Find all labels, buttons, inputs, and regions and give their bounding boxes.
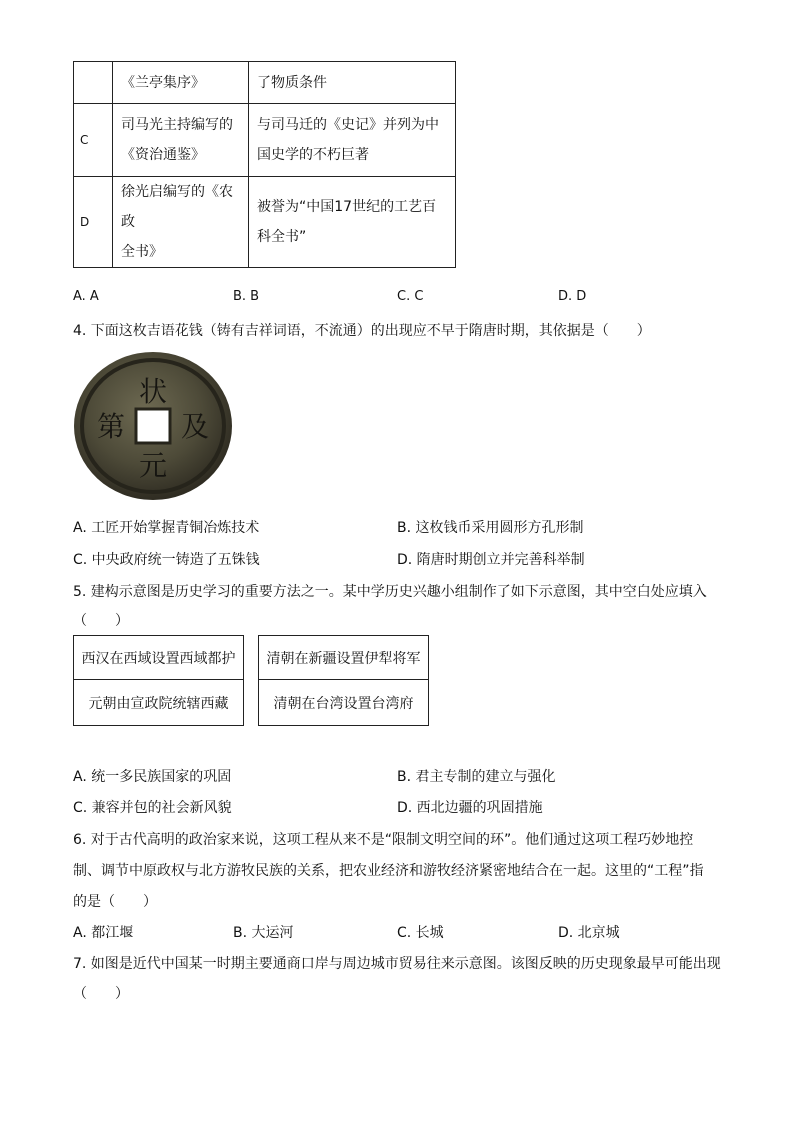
q4-stem: 4. 下面这枚吉语花钱（铸有吉祥词语，不流通）的出现应不早于隋唐时期，其依据是（ ）: [73, 323, 651, 339]
table-row: [74, 177, 456, 268]
q4-option-d[interactable]: D. 隋唐时期创立并完善科举制: [397, 552, 585, 568]
comparison-table: [73, 61, 456, 268]
q7-stem-line1: 7. 如图是近代中国某一时期主要通商口岸与周边城市贸易往来示意图。该图反映的历史现象最早可能出现: [73, 956, 721, 972]
q5-option-c[interactable]: C. 兼容并包的社会新风貌: [73, 800, 232, 816]
row-work: 司马光主持编写的 《资治通鉴》: [113, 104, 249, 177]
row-work: 《兰亭集序》: [113, 62, 249, 104]
schematic-cell-3: 元朝由宣政院统辖西藏: [88, 696, 229, 712]
row-evaluation: 与司马迁的《史记》并列为中 国史学的不朽巨著: [249, 104, 456, 177]
q5-option-d[interactable]: D. 西北边疆的巩固措施: [397, 800, 543, 816]
schematic-divider-right: [258, 679, 428, 680]
q3-option-d[interactable]: D. D: [558, 289, 587, 304]
schematic-cell-2: 清朝在新疆设置伊犁将军: [266, 651, 421, 667]
q7-stem-line2: （ ）: [73, 986, 129, 1002]
coin-char-right: 及: [180, 410, 210, 443]
row-label: C: [74, 104, 113, 177]
table-row: [74, 62, 456, 104]
schematic-divider-left: [73, 679, 243, 680]
q3-option-b[interactable]: B. B: [233, 289, 260, 304]
row-evaluation: 了物质条件: [249, 62, 456, 104]
row-label: D: [74, 177, 113, 268]
q3-option-a[interactable]: A. A: [73, 289, 99, 304]
coin-char-left: 第: [96, 410, 126, 443]
q6-stem-line3: 的是（ ）: [73, 894, 157, 910]
coin-square-hole: [136, 409, 170, 443]
q3-option-c[interactable]: C. C: [397, 289, 424, 304]
coin-char-top: 状: [138, 375, 168, 408]
q6-stem-line1: 6. 对于古代高明的政治家来说，这项工程从来不是“限制文明空间的环”。他们通过这项工程巧妙地控: [73, 832, 694, 848]
row-evaluation: 被誉为“中国17世纪的工艺百 科全书”: [249, 177, 456, 268]
q4-option-b[interactable]: B. 这枚钱币采用圆形方孔形制: [397, 520, 584, 536]
table-row: [74, 104, 456, 177]
q5-stem: 5. 建构示意图是历史学习的重要方法之一。某中学历史兴趣小组制作了如下示意图，其中空白处应填入: [73, 584, 707, 600]
coin-image: [73, 351, 233, 501]
q5-option-a[interactable]: A. 统一多民族国家的巩固: [73, 769, 232, 785]
schematic-cell-1: 西汉在西域设置西域都护: [81, 651, 236, 667]
q5-option-b[interactable]: B. 君主专制的建立与强化: [397, 769, 556, 785]
q4-option-a[interactable]: A. 工匠开始掌握青铜冶炼技术: [73, 520, 260, 536]
coin-char-bottom: 元: [138, 449, 168, 482]
q6-option-d[interactable]: D. 北京城: [558, 925, 620, 941]
q6-stem-line2: 制、调节中原政权与北方游牧民族的关系，把农业经济和游牧经济紧密地结合在一起。这里的“工程”指: [73, 863, 704, 879]
q6-option-a[interactable]: A. 都江堰: [73, 925, 134, 941]
q4-option-c[interactable]: C. 中央政府统一铸造了五铢钱: [73, 552, 260, 568]
row-work: 徐光启编写的《农政 全书》: [113, 177, 249, 268]
q6-option-b[interactable]: B. 大运河: [233, 925, 294, 941]
q5-stem-paren: （ ）: [73, 613, 129, 629]
q6-option-c[interactable]: C. 长城: [397, 925, 444, 941]
schematic-cell-4: 清朝在台湾设置台湾府: [273, 696, 414, 712]
row-label: [74, 62, 113, 104]
